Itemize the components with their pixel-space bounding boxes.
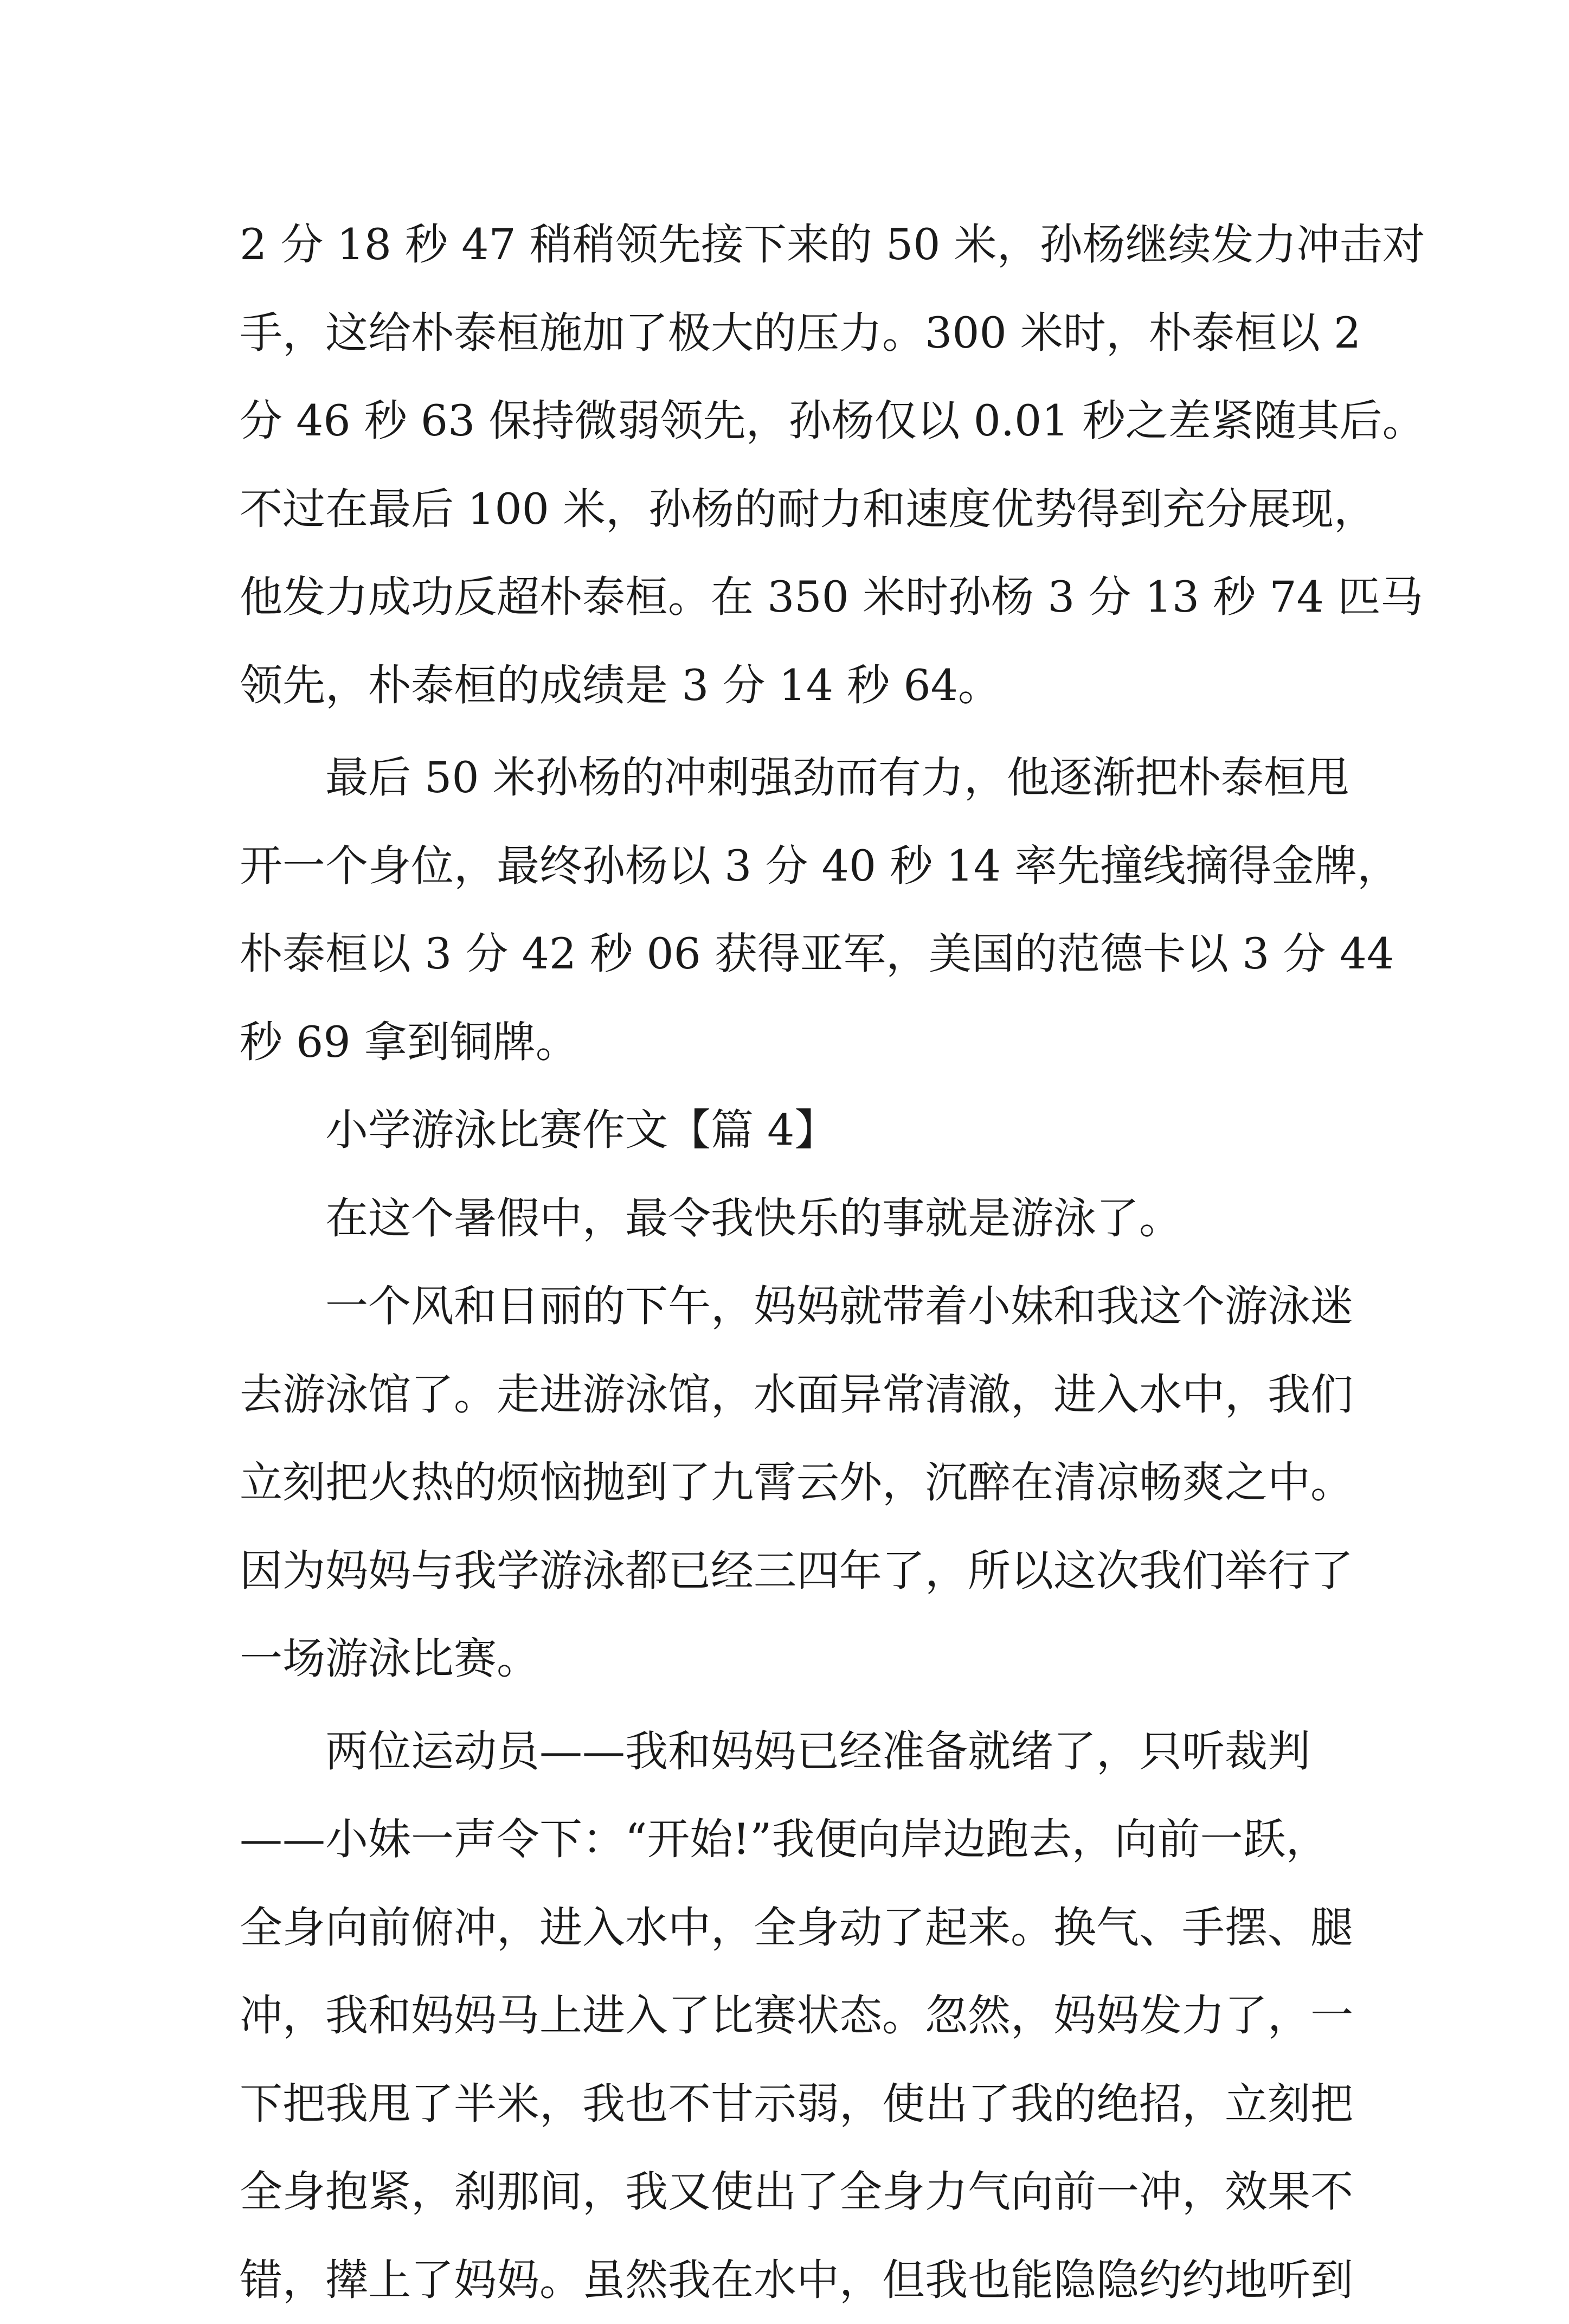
text-line: 秒 69 拿到铜牌。 (240, 998, 1367, 1087)
text-line: 冲，我和妈妈马上进入了比赛状态。忽然，妈妈发力了，一 (240, 1972, 1367, 2060)
text-line: 手，这给朴泰桓施加了极大的压力。300 米时，朴泰桓以 2 (240, 289, 1367, 377)
text-line: 下把我甩了半米，我也不甘示弱，使出了我的绝招，立刻把 (240, 2060, 1367, 2148)
text-line: ——小妹一声令下：“开始!”我便向岸边跑去，向前一跃， (240, 1795, 1367, 1884)
text-line: 因为妈妈与我学游泳都已经三四年了，所以这次我们举行了 (240, 1527, 1367, 1615)
text-line: 朴泰桓以 3 分 42 秒 06 获得亚军，美国的范德卡以 3 分 44 (240, 910, 1367, 998)
text-line: 错，撵上了妈妈。虽然我在水中，但我也能隐隐约约地听到 (240, 2236, 1367, 2324)
text-line: 两位运动员——我和妈妈已经准备就绪了，只听裁判 (240, 1707, 1367, 1796)
document-body (240, 201, 1367, 2324)
text-line: 2 分 18 秒 47 稍稍领先接下来的 50 米，孙杨继续发力冲击对 (240, 201, 1367, 289)
text-line: 去游泳馆了。走进游泳馆，水面异常清澈，进入水中，我们 (240, 1351, 1367, 1439)
text-line: 立刻把火热的烦恼抛到了九霄云外，沉醉在清凉畅爽之中。 (240, 1439, 1367, 1527)
text-line: 分 46 秒 63 保持微弱领先，孙杨仅以 0.01 秒之差紧随其后。 (240, 377, 1367, 465)
text-line: 在这个暑假中，最令我快乐的事就是游泳了。 (240, 1174, 1367, 1263)
text-line: 一场游泳比赛。 (240, 1615, 1367, 1703)
text-line: 开一个身位，最终孙杨以 3 分 40 秒 14 率先撞线摘得金牌， (240, 822, 1367, 910)
text-line: 他发力成功反超朴泰桓。在 350 米时孙杨 3 分 13 秒 74 匹马 (240, 553, 1367, 641)
text-line: 领先，朴泰桓的成绩是 3 分 14 秒 64。 (240, 641, 1367, 730)
text-line: 最后 50 米孙杨的冲刺强劲而有力，他逐渐把朴泰桓甩 (240, 734, 1367, 822)
paragraph-3 (240, 1174, 1367, 1263)
paragraph-5 (240, 1707, 1367, 2324)
text-line: 不过在最后 100 米，孙杨的耐力和速度优势得到充分展现， (240, 465, 1367, 554)
paragraph-2 (240, 734, 1367, 1086)
heading-text: 小学游泳比赛作文【篇 4】 (240, 1086, 1367, 1174)
section-heading (240, 1086, 1367, 1174)
text-line: 一个风和日丽的下午，妈妈就带着小妹和我这个游泳迷 (240, 1262, 1367, 1351)
paragraph-4 (240, 1262, 1367, 1703)
text-line: 全身向前俯冲，进入水中，全身动了起来。换气、手摆、腿 (240, 1884, 1367, 1972)
text-line: 全身抱紧，刹那间，我又使出了全身力气向前一冲，效果不 (240, 2148, 1367, 2236)
paragraph-1 (240, 201, 1367, 729)
